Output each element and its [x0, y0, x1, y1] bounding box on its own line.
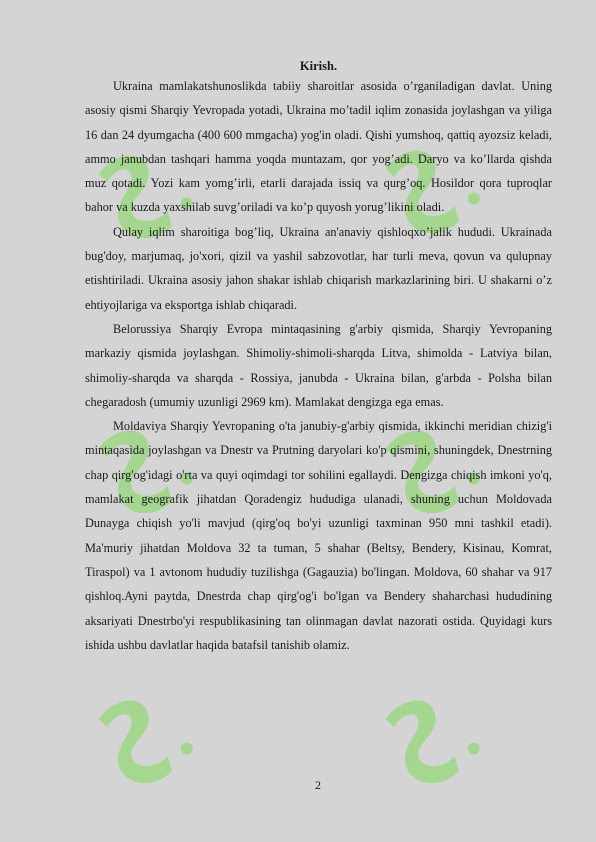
paragraph-moldova: Moldaviya Sharqiy Yevropaning o'ta janubiy-g'arbiy qismida, ikkinchi meridian chizig'i mintaqasida joylashgan va Dnestr va Prutning daryolari ko'p qismini, shuningdek, Dnestrning chap qirg'og'idagi o'rta va quyi oqimdagi tor sohilini egallaydi. Dengizga chiqish imkoni yo'q, mamlakat geografik jihatdan Qoradengiz hududiga ulanadi, shuning uchun Moldovada Dunayga chiqish yo'li mavjud (qirg'oq bo'yi uzunligi taxminan 950 mni tashkil etadi). Ma'muriy jihatdan Moldova 32 ta tuman, 5 shahar (Beltsy, Bendery, Kisinau, Komrat, Tiraspol) va 1 avtonom hududiy tuzilishga (Gagauzia) bo'lingan. Moldova, 60 shahar va 917 qishloq.Ayni paytda, Dnestrda chap qirg'og'i bo'lgan va Bendery shaharchasi hududining aksariyati Dnestrbo'yi respublikasining tan olinmagan davlat nazorati ostida. Quyidagi kurs ishida ushbu davlatlar haqida batafsil tanishib olamiz.	[85, 419, 552, 652]
paragraph-belarus: Belorussiya Sharqiy Evropa mintaqasining g'arbiy qismida, Sharqiy Yevropaning markaziy qismida joylashgan. Shimoliy-shimoli-sharqda Litva, shimolda - Latviya bilan, shimoliy-sharqda va sharqda - Rossiya, janubda - Ukraina bilan, g'arbda - Polsha bilan chegaradosh (umumiy uzunligi 2969 km). Mamlakat dengizga ega emas.	[85, 321, 552, 409]
paragraph-ukraine-nature: Ukraina mamlakatshunoslikda tabiiy sharoitlar asosida o’rganiladigan davlat. Uning asosiy qismi Sharqiy Yevropada yotadi, Ukraina mo’tadil iqlim zonasida joylashgan va yiliga 16 dan 24 dyumgacha (400 600 mmgacha) yog'in oladi. Qishi yumshoq, qattiq ayozsiz keladi, ammo janubdan tashqari hamma yoqda muntazam, qor yog’adi. Daryo va ko’llarda qishda muz qotadi. Yozi kam yomg’irli, etarli darajada issiq va qurg’oq. Hosildor qora tuproqlar bahor va kuzda yaxshilab suvg’oriladi va ko’p quyosh yorug’likini oladi.	[85, 79, 552, 215]
paragraph-ukraine-agriculture: Qulay iqlim sharoitiga bog’liq, Ukraina an'anaviy qishloqxo’jalik hududi. Ukrainada bug'doy, marjumaq, jo'xori, qizil va yashil sabzovotlar, har turli meva, qovun va qulupnay etishtiriladi. Ukraina asosiy jahon shakar ishlab chiqarish markazlarining biri. U shakarni o’z ehtiyojlariga va eksportga ishlab chiqaradi.	[85, 224, 552, 312]
document-body	[85, 58, 552, 657]
title-period: .	[333, 59, 338, 73]
page-number: 2	[315, 778, 321, 792]
page-title	[85, 58, 552, 74]
title-text: Kirish	[299, 59, 334, 73]
